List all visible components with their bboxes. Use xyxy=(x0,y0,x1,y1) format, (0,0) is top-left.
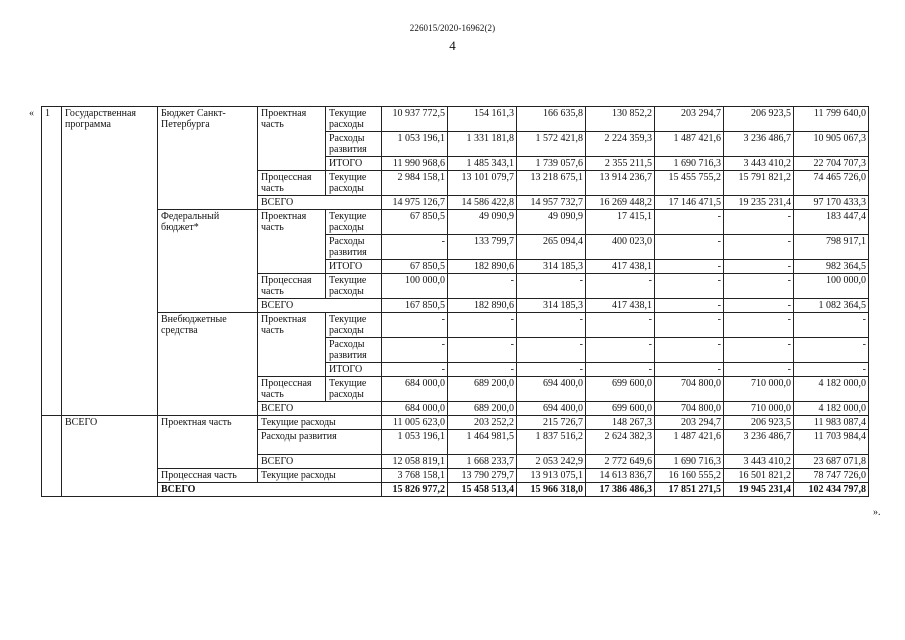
value-cell: 2 772 649,6 xyxy=(586,455,655,469)
type-cell: Текущие расходы xyxy=(258,416,382,430)
table-row xyxy=(42,313,869,338)
value-cell: 689 200,0 xyxy=(448,377,517,402)
value-cell: 798 917,1 xyxy=(794,235,869,260)
value-cell: 1 464 981,5 xyxy=(448,430,517,455)
value-cell: 1 487 421,6 xyxy=(655,430,724,455)
value-cell: 11 799 640,0 xyxy=(794,107,869,132)
value-cell: 10 937 772,5 xyxy=(382,107,448,132)
value-cell: - xyxy=(794,313,869,338)
value-cell: 206 923,5 xyxy=(724,416,794,430)
value-cell: 684 000,0 xyxy=(382,377,448,402)
part-cell: Процессная часть xyxy=(258,377,326,402)
value-cell: 1 572 421,8 xyxy=(517,132,586,157)
value-cell: 19 945 231,4 xyxy=(724,483,794,497)
value-cell: - xyxy=(655,313,724,338)
value-cell: - xyxy=(794,363,869,377)
value-cell: - xyxy=(586,363,655,377)
type-cell: Текущие расходы xyxy=(326,107,382,132)
value-cell: 694 400,0 xyxy=(517,377,586,402)
value-cell: 11 983 087,4 xyxy=(794,416,869,430)
part-cell: Процессная часть xyxy=(158,469,258,483)
value-cell: 167 850,5 xyxy=(382,299,448,313)
value-cell: 49 090,9 xyxy=(517,210,586,235)
value-cell: - xyxy=(448,274,517,299)
value-cell: 17 415,1 xyxy=(586,210,655,235)
budget-table xyxy=(41,106,869,497)
value-cell: 23 687 071,8 xyxy=(794,455,869,469)
type-cell: Текущие расходы xyxy=(326,210,382,235)
value-cell: - xyxy=(586,338,655,363)
value-cell: 15 966 318,0 xyxy=(517,483,586,497)
value-cell: 982 364,5 xyxy=(794,260,869,274)
value-cell: 183 447,4 xyxy=(794,210,869,235)
value-cell: 1 082 364,5 xyxy=(794,299,869,313)
type-cell: Текущие расходы xyxy=(326,171,382,196)
value-cell: 100 000,0 xyxy=(382,274,448,299)
value-cell: 2 624 382,3 xyxy=(586,430,655,455)
value-cell: - xyxy=(724,274,794,299)
type-cell: Текущие расходы xyxy=(258,469,382,483)
value-cell: 14 586 422,8 xyxy=(448,196,517,210)
value-cell: 704 800,0 xyxy=(655,377,724,402)
value-cell: 133 799,7 xyxy=(448,235,517,260)
value-cell: 182 890,6 xyxy=(448,299,517,313)
program-cell: Государственная программа xyxy=(62,107,158,416)
type-cell: ИТОГО xyxy=(326,363,382,377)
value-cell: - xyxy=(724,235,794,260)
table-row xyxy=(42,469,869,483)
value-cell: 97 170 433,3 xyxy=(794,196,869,210)
value-cell: 16 501 821,2 xyxy=(724,469,794,483)
type-cell: Расходы развития xyxy=(326,132,382,157)
value-cell: - xyxy=(517,363,586,377)
type-cell: Текущие расходы xyxy=(326,274,382,299)
type-cell: Текущие расходы xyxy=(326,313,382,338)
grand-total-row-label: ВСЕГО xyxy=(158,483,382,497)
value-cell: 49 090,9 xyxy=(448,210,517,235)
value-cell: - xyxy=(448,338,517,363)
value-cell: - xyxy=(724,363,794,377)
type-cell: Расходы развития xyxy=(326,235,382,260)
value-cell: 102 434 797,8 xyxy=(794,483,869,497)
value-cell: 314 185,3 xyxy=(517,299,586,313)
table-row xyxy=(42,416,869,430)
value-cell: - xyxy=(382,338,448,363)
value-cell: 15 826 977,2 xyxy=(382,483,448,497)
value-cell: 215 726,7 xyxy=(517,416,586,430)
value-cell: - xyxy=(448,313,517,338)
value-cell: 314 185,3 xyxy=(517,260,586,274)
value-cell: 2 053 242,9 xyxy=(517,455,586,469)
value-cell: 78 747 726,0 xyxy=(794,469,869,483)
value-cell: 3 443 410,2 xyxy=(724,455,794,469)
value-cell: 203 294,7 xyxy=(655,107,724,132)
value-cell: - xyxy=(655,338,724,363)
value-cell: 11 005 623,0 xyxy=(382,416,448,430)
empty-cell xyxy=(42,416,62,497)
value-cell: 14 613 836,7 xyxy=(586,469,655,483)
value-cell: - xyxy=(586,313,655,338)
value-cell: 130 852,2 xyxy=(586,107,655,132)
value-cell: 2 355 211,5 xyxy=(586,157,655,171)
value-cell: 203 294,7 xyxy=(655,416,724,430)
type-cell: Расходы развития xyxy=(258,430,382,455)
document-id: 226015/2020-16962(2) xyxy=(409,23,496,33)
row-number-cell: 1 xyxy=(42,107,62,416)
value-cell: 3 768 158,1 xyxy=(382,469,448,483)
value-cell: 203 252,2 xyxy=(448,416,517,430)
value-cell: 154 161,3 xyxy=(448,107,517,132)
value-cell: - xyxy=(655,210,724,235)
source-spb-cell: Бюджет Санкт-Петербурга xyxy=(158,107,258,210)
value-cell: - xyxy=(655,235,724,260)
value-cell: 22 704 707,3 xyxy=(794,157,869,171)
subtotal-label: ВСЕГО xyxy=(258,402,382,416)
value-cell: 417 438,1 xyxy=(586,260,655,274)
value-cell: 67 850,5 xyxy=(382,260,448,274)
value-cell: - xyxy=(724,313,794,338)
value-cell: 1 690 716,3 xyxy=(655,157,724,171)
value-cell: 13 101 079,7 xyxy=(448,171,517,196)
value-cell: - xyxy=(586,274,655,299)
grand-total-label: ВСЕГО xyxy=(62,416,158,497)
value-cell: 1 837 516,2 xyxy=(517,430,586,455)
value-cell: 4 182 000,0 xyxy=(794,377,869,402)
value-cell: 1 487 421,6 xyxy=(655,132,724,157)
part-cell: Проектная часть xyxy=(258,313,326,377)
value-cell: 2 224 359,3 xyxy=(586,132,655,157)
value-cell: - xyxy=(724,338,794,363)
value-cell: - xyxy=(382,363,448,377)
value-cell: 148 267,3 xyxy=(586,416,655,430)
value-cell: 265 094,4 xyxy=(517,235,586,260)
value-cell: 19 235 231,4 xyxy=(724,196,794,210)
type-cell: ИТОГО xyxy=(326,157,382,171)
value-cell: - xyxy=(724,299,794,313)
value-cell: 13 790 279,7 xyxy=(448,469,517,483)
value-cell: - xyxy=(517,338,586,363)
value-cell: 17 386 486,3 xyxy=(586,483,655,497)
value-cell: 689 200,0 xyxy=(448,402,517,416)
part-cell: Процессная часть xyxy=(258,171,326,196)
value-cell: 206 923,5 xyxy=(724,107,794,132)
value-cell: 17 146 471,5 xyxy=(655,196,724,210)
value-cell: 74 465 726,0 xyxy=(794,171,869,196)
value-cell: 13 218 675,1 xyxy=(517,171,586,196)
value-cell: 182 890,6 xyxy=(448,260,517,274)
value-cell: - xyxy=(655,260,724,274)
value-cell: 3 443 410,2 xyxy=(724,157,794,171)
value-cell: - xyxy=(517,274,586,299)
part-cell: Проектная часть xyxy=(258,210,326,274)
closing-quote: ». xyxy=(873,507,881,518)
table-row xyxy=(42,107,869,132)
value-cell: - xyxy=(724,210,794,235)
value-cell: 16 269 448,2 xyxy=(586,196,655,210)
opening-quote: « xyxy=(29,108,34,119)
value-cell: 3 236 486,7 xyxy=(724,132,794,157)
value-cell: 1 053 196,1 xyxy=(382,430,448,455)
value-cell: 13 914 236,7 xyxy=(586,171,655,196)
value-cell: - xyxy=(382,235,448,260)
page-number: 4 xyxy=(449,38,456,53)
value-cell: 2 984 158,1 xyxy=(382,171,448,196)
value-cell: 10 905 067,3 xyxy=(794,132,869,157)
value-cell: 704 800,0 xyxy=(655,402,724,416)
value-cell: 1 485 343,1 xyxy=(448,157,517,171)
value-cell: 3 236 486,7 xyxy=(724,430,794,455)
value-cell: 694 400,0 xyxy=(517,402,586,416)
value-cell: 17 851 271,5 xyxy=(655,483,724,497)
part-cell: Проектная часть xyxy=(158,416,258,469)
value-cell: 1 690 716,3 xyxy=(655,455,724,469)
value-cell: 699 600,0 xyxy=(586,402,655,416)
value-cell: 100 000,0 xyxy=(794,274,869,299)
subtotal-label: ВСЕГО xyxy=(258,196,382,210)
source-federal-cell: Федеральный бюджет* xyxy=(158,210,258,313)
value-cell: 12 058 819,1 xyxy=(382,455,448,469)
value-cell: 1 331 181,8 xyxy=(448,132,517,157)
table-row xyxy=(42,210,869,235)
value-cell: 1 668 233,7 xyxy=(448,455,517,469)
value-cell: 1 739 057,6 xyxy=(517,157,586,171)
value-cell: 15 455 755,2 xyxy=(655,171,724,196)
value-cell: - xyxy=(382,313,448,338)
value-cell: 166 635,8 xyxy=(517,107,586,132)
value-cell: - xyxy=(655,274,724,299)
type-cell: ИТОГО xyxy=(326,260,382,274)
value-cell: 67 850,5 xyxy=(382,210,448,235)
value-cell: 400 023,0 xyxy=(586,235,655,260)
value-cell: 4 182 000,0 xyxy=(794,402,869,416)
value-cell: - xyxy=(517,313,586,338)
value-cell: 417 438,1 xyxy=(586,299,655,313)
value-cell: 16 160 555,2 xyxy=(655,469,724,483)
type-cell: Текущие расходы xyxy=(326,377,382,402)
value-cell: 1 053 196,1 xyxy=(382,132,448,157)
value-cell: 699 600,0 xyxy=(586,377,655,402)
value-cell: 11 990 968,6 xyxy=(382,157,448,171)
value-cell: 14 957 732,7 xyxy=(517,196,586,210)
source-extrabudget-cell: Внебюджетные средства xyxy=(158,313,258,416)
value-cell: - xyxy=(655,363,724,377)
value-cell: 15 791 821,2 xyxy=(724,171,794,196)
value-cell: - xyxy=(794,338,869,363)
value-cell: 710 000,0 xyxy=(724,377,794,402)
value-cell: 710 000,0 xyxy=(724,402,794,416)
value-cell: 13 913 075,1 xyxy=(517,469,586,483)
value-cell: - xyxy=(655,299,724,313)
part-cell: Процессная часть xyxy=(258,274,326,299)
part-cell: Проектная часть xyxy=(258,107,326,171)
subtotal-label: ВСЕГО xyxy=(258,455,382,469)
value-cell: - xyxy=(448,363,517,377)
subtotal-label: ВСЕГО xyxy=(258,299,382,313)
value-cell: 15 458 513,4 xyxy=(448,483,517,497)
type-cell: Расходы развития xyxy=(326,338,382,363)
value-cell: 11 703 984,4 xyxy=(794,430,869,455)
value-cell: - xyxy=(724,260,794,274)
value-cell: 684 000,0 xyxy=(382,402,448,416)
value-cell: 14 975 126,7 xyxy=(382,196,448,210)
table-row-total xyxy=(42,483,869,497)
